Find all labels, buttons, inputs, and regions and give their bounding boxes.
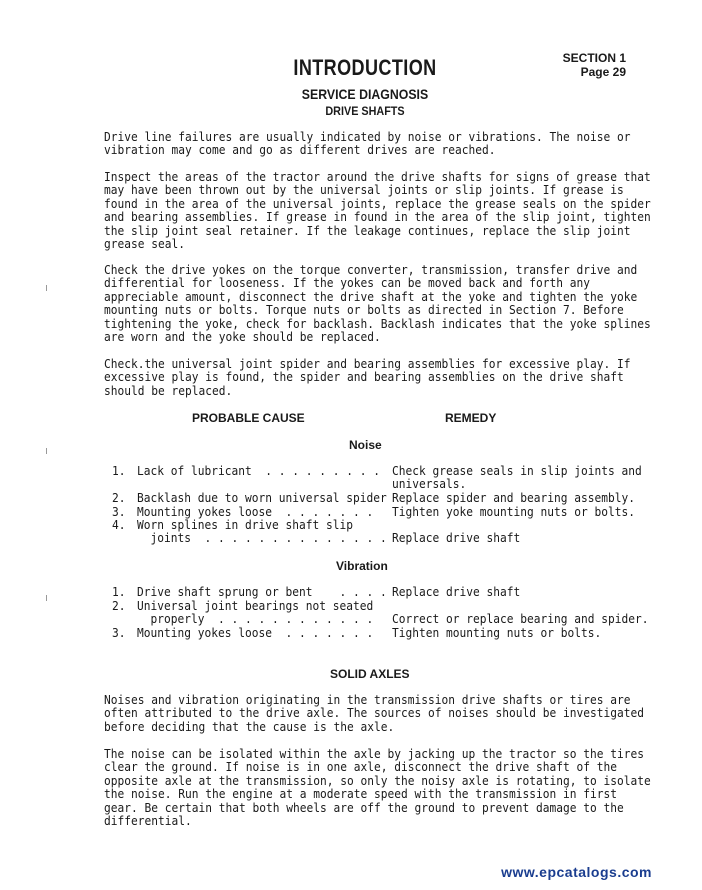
noise-heading: Noise (349, 438, 382, 452)
section-number: SECTION 1 (562, 51, 626, 65)
remedy-header: REMEDY (445, 411, 497, 425)
vibration-row-remedy: Replace drive shaft (392, 585, 521, 599)
page-number: Page 29 (580, 65, 626, 79)
noise-row-remedy: Replace drive shaft (392, 531, 521, 546)
noise-row-remedy: Replace spider and bearing assembly. (392, 491, 636, 505)
vibration-row-num: 1. (112, 585, 126, 599)
vibration-row-cause: Drive shaft sprung or bent . . . . (137, 585, 387, 599)
probable-cause-header: PROBABLE CAUSE (192, 411, 305, 425)
watermark-link[interactable]: www.epcatalogs.com (501, 864, 652, 880)
paragraph-axle-isolate: The noise can be isolated within the axle by jacking up the tractor so the tires clear the ground. If noise is in one axle, disconnect the drive shaft of the opposite axle at the transmission, so only the noisy axle is rotating, to isolate the noise. Run the engine at a moderate speed with the transmission in first gear. Be certain that both wheels are off the ground to prevent damage to the differential. (104, 747, 651, 829)
margin-mark (46, 595, 47, 601)
noise-row-remedy: Tighten yoke mounting nuts or bolts. (392, 505, 636, 519)
noise-row-cause: Mounting yokes loose . . . . . . . (137, 505, 374, 519)
paragraph-intro: Drive line failures are usually indicated by noise or vibrations. The noise or vibration may come and go as different drives are reached. (104, 130, 631, 158)
vibration-row-num: 3. (112, 626, 126, 640)
page-title: INTRODUCTION (293, 55, 437, 80)
paragraph-yokes: Check the drive yokes on the torque converter, transmission, transfer drive and differential for looseness. If the yokes can be moved back and forth any appreciable amount, disconnect the drive shaft at the yoke and tighten the yoke mounting nuts or bolts. Torque nuts or bolts as directed in Section 7. Before tightening the yoke, check for backlash. Backlash indicates that the yoke splines are worn and the yoke should be replaced. (104, 263, 651, 345)
noise-row-remedy: Check grease seals in slip joints and universals. (392, 464, 642, 492)
paragraph-axle-noise: Noises and vibration originating in the transmission drive shafts or tires are often attributed to the drive axle. The sources of noises should be investigated before deciding that the cause is the axle. (104, 693, 645, 734)
noise-row-num: 2. (112, 491, 126, 505)
vibration-row-num: 2. (112, 599, 126, 613)
vibration-row-remedy: Tighten mounting nuts or bolts. (392, 626, 602, 640)
margin-mark (46, 285, 47, 291)
margin-mark (46, 448, 47, 454)
vibration-row-cause: Mounting yokes loose . . . . . . . (137, 626, 374, 640)
vibration-heading: Vibration (336, 559, 388, 573)
noise-row-cause: Lack of lubricant . . . . . . . . . (137, 464, 381, 478)
noise-row-num: 4. (112, 518, 126, 532)
noise-row-cause: Worn splines in drive shaft slip joints . . . . . . . . . . . . . . (137, 518, 387, 546)
page-subtitle: SERVICE DIAGNOSIS (301, 86, 429, 102)
vibration-row-cause: Universal joint bearings not seated properly . . . . . . . . . . . . (137, 599, 374, 627)
paragraph-inspect: Inspect the areas of the tractor around the drive shafts for signs of grease that may have been thrown out by the universal joints or slip joints. If grease is found in the area of the universal joints, replace the grease seals on the spider and bearing assemblies. If grease in found in the area of the slip joint, tighten the slip joint seal retainer. If the leakage continues, replace the slip joint grease seal. (104, 170, 651, 252)
solid-axles-heading: SOLID AXLES (330, 667, 410, 681)
section-subtitle: DRIVE SHAFTS (325, 104, 405, 118)
paragraph-spider: Check.the universal joint spider and bearing assemblies for excessive play. If excessive play is found, the spider and bearing assemblies on the drive shaft should be replaced. (104, 357, 631, 398)
vibration-row-remedy: Correct or replace bearing and spider. (392, 612, 649, 627)
noise-row-num: 3. (112, 505, 126, 519)
noise-row-cause: Backlash due to worn universal spider (137, 491, 387, 505)
noise-row-num: 1. (112, 464, 126, 478)
